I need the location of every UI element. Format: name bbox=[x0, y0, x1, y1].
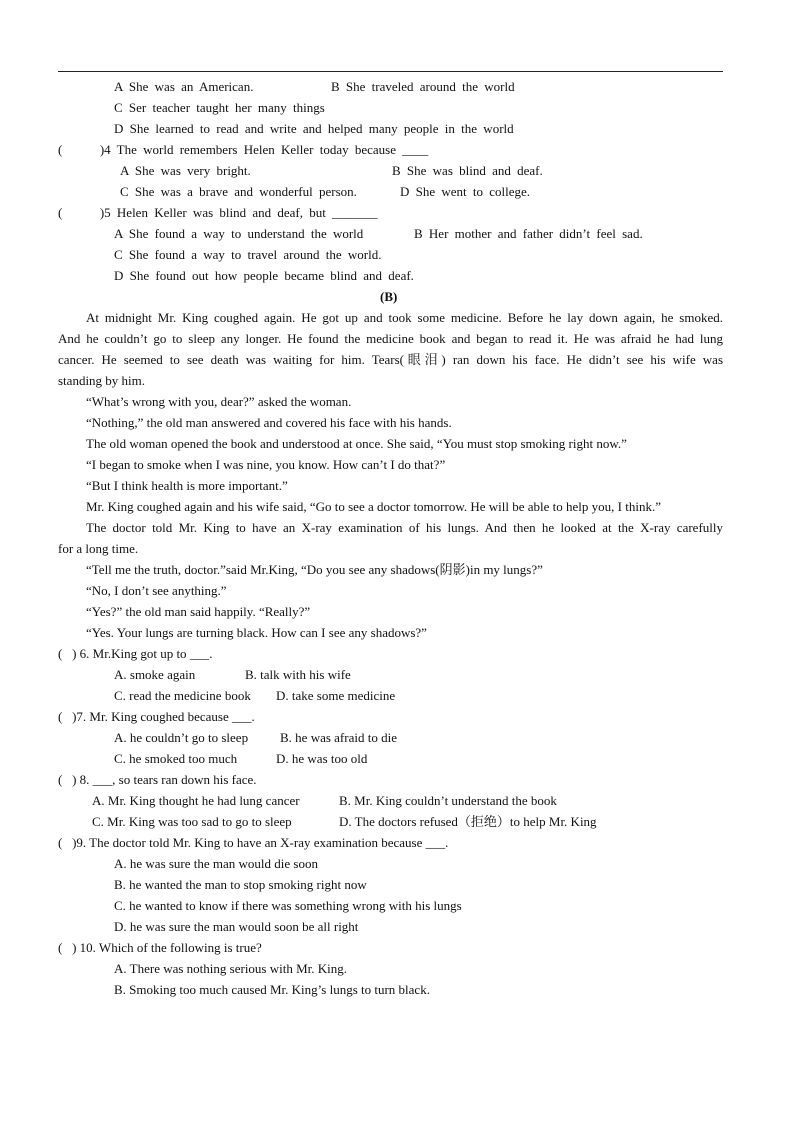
q9-option-b: B. he wanted the man to stop smoking right now bbox=[114, 877, 367, 892]
q7-option-c: C. he smoked too much bbox=[114, 751, 238, 766]
q4-option-b: B She was blind and deaf. bbox=[392, 163, 543, 178]
passage-p8-line1: The doctor told Mr. King to have an X-ray examination of his lungs. And then he looked at the X-ray carefully bbox=[86, 520, 723, 535]
passage-p4: The old woman opened the book and understood at once. She said, “You must stop smoking right now.” bbox=[86, 436, 627, 451]
passage-p1-line3: cancer. He seemed to see death was waiting for him. Tears(眼泪) ran down his face. He didn’t see his wife was bbox=[58, 352, 724, 367]
q3-option-a: A She was an American. bbox=[114, 79, 254, 94]
q5-option-c: C She found a way to travel around the world. bbox=[114, 247, 382, 262]
passage-p11: “Yes?” the old man said happily. “Really?” bbox=[86, 604, 311, 619]
q4-option-d: D She went to college. bbox=[400, 184, 531, 199]
q4-stem: ( )4 The world remembers Helen Keller today because ____ bbox=[58, 142, 429, 157]
q3-option-c: C Ser teacher taught her many things bbox=[114, 100, 325, 115]
q10-option-b: B. Smoking too much caused Mr. King’s lungs to turn black. bbox=[114, 982, 430, 997]
q4-option-c: C She was a brave and wonderful person. bbox=[120, 184, 357, 199]
q10-stem: ( ) 10. Which of the following is true? bbox=[58, 940, 262, 955]
q3-option-b: B She traveled around the world bbox=[331, 79, 515, 94]
passage-p10: “No, I don’t see anything.” bbox=[86, 583, 227, 598]
q6-option-c: C. read the medicine book bbox=[114, 688, 251, 703]
q5-stem: ( )5 Helen Keller was blind and deaf, but _______ bbox=[58, 205, 378, 220]
q10-option-a: A. There was nothing serious with Mr. King. bbox=[114, 961, 348, 976]
q4-option-a: A She was very bright. bbox=[120, 163, 251, 178]
q9-option-d: D. he was sure the man would soon be all right bbox=[114, 919, 359, 934]
passage-p2: “What’s wrong with you, dear?” asked the woman. bbox=[86, 394, 352, 409]
passage-p5: “I began to smoke when I was nine, you know. How can’t I do that?” bbox=[86, 457, 446, 472]
q9-stem: ( )9. The doctor told Mr. King to have an X-ray examination because ___. bbox=[58, 835, 449, 850]
q9-option-c: C. he wanted to know if there was something wrong with his lungs bbox=[114, 898, 462, 913]
passage-p8-line2: for a long time. bbox=[58, 541, 139, 556]
q8-option-b: B. Mr. King couldn’t understand the book bbox=[339, 793, 557, 808]
q3-option-d: D She learned to read and write and helped many people in the world bbox=[114, 121, 514, 136]
q7-option-d: D. he was too old bbox=[276, 751, 368, 766]
q6-option-b: B. talk with his wife bbox=[245, 667, 351, 682]
q5-option-d: D She found out how people became blind and deaf. bbox=[114, 268, 414, 283]
q7-option-b: B. he was afraid to die bbox=[280, 730, 397, 745]
q6-stem: ( ) 6. Mr.King got up to ___. bbox=[58, 646, 213, 661]
section-b-heading: (B) bbox=[380, 289, 398, 304]
q5-option-b: B Her mother and father didn’t feel sad. bbox=[414, 226, 643, 241]
passage-p1-line4: standing by him. bbox=[58, 373, 146, 388]
passage-p6: “But I think health is more important.” bbox=[86, 478, 288, 493]
q8-stem: ( ) 8. ___, so tears ran down his face. bbox=[58, 772, 257, 787]
passage-p12: “Yes. Your lungs are turning black. How can I see any shadows?” bbox=[86, 625, 427, 640]
passage-p9: “Tell me the truth, doctor.”said Mr.King, “Do you see any shadows(阴影)in my lungs?” bbox=[86, 562, 543, 577]
passage-p3: “Nothing,” the old man answered and covered his face with his hands. bbox=[86, 415, 452, 430]
passage-p1-line2: And he couldn’t go to sleep any longer. He found the medicine book and began to read it. He was afraid he had lung bbox=[58, 331, 723, 346]
q9-option-a: A. he was sure the man would die soon bbox=[114, 856, 318, 871]
q6-option-d: D. take some medicine bbox=[276, 688, 396, 703]
q8-option-d: D. The doctors refused（拒绝）to help Mr. King bbox=[339, 814, 597, 829]
passage-p1-line1: At midnight Mr. King coughed again. He got up and took some medicine. Before he lay down again, he smoked. bbox=[86, 310, 723, 325]
q8-option-a: A. Mr. King thought he had lung cancer bbox=[92, 793, 300, 808]
q7-stem: ( )7. Mr. King coughed because ___. bbox=[58, 709, 255, 724]
q8-option-c: C. Mr. King was too sad to go to sleep bbox=[92, 814, 292, 829]
q6-option-a: A. smoke again bbox=[114, 667, 196, 682]
passage-p7: Mr. King coughed again and his wife said, “Go to see a doctor tomorrow. He will be able to help you, I think.” bbox=[86, 499, 661, 514]
q7-option-a: A. he couldn’t go to sleep bbox=[114, 730, 249, 745]
q5-option-a: A She found a way to understand the world bbox=[114, 226, 364, 241]
top-rule bbox=[58, 71, 723, 72]
